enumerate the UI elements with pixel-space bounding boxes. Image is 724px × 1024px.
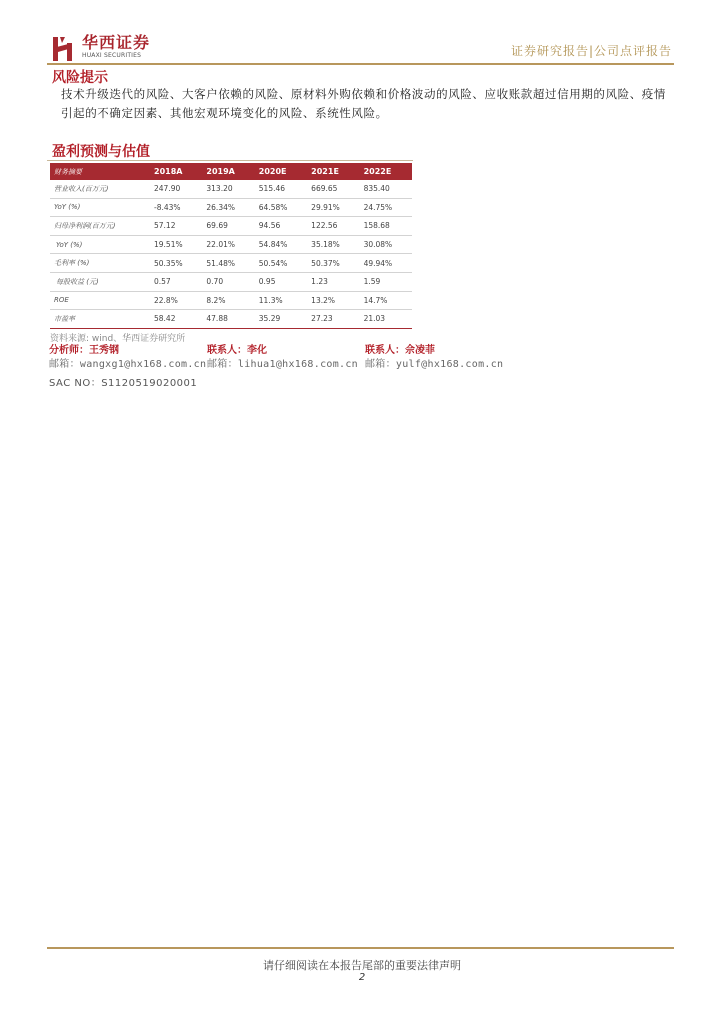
logo-text [82,34,150,60]
table-cell: 158.68 [360,217,412,236]
table-cell: 11.3% [255,291,307,310]
table-cell: 35.18% [307,235,359,254]
row-label: YoY (%) [50,198,150,217]
table-cell: 22.01% [202,235,254,254]
risk-text: 技术升级迭代的风险、大客户依赖的风险、原材料外购依赖和价格波动的风险、应收账款超过信用期的风险、疫情引起的不确定因素、其他宏观环境变化的风险、系统性风险。 [61,87,666,120]
logo-cn: 华西证券 [82,33,151,52]
row-label: YoY (%) [50,235,150,254]
table-cell: 26.34% [202,198,254,217]
table-cell: 54.84% [255,235,307,254]
table-cell: 21.03 [360,310,412,329]
table-header-cell: 2022E [360,163,412,180]
table-header-cell: 财务摘要 [50,163,150,180]
table-row [50,235,412,254]
contact-email[interactable]: 邮箱：wangxg1@hx168.com.cn [49,359,207,370]
table-cell: 0.95 [255,272,307,291]
table-cell: 64.58% [255,198,307,217]
table-cell: 0.57 [150,272,202,291]
contact-analyst [49,344,206,372]
table-cell: 29.91% [307,198,359,217]
table-row [50,291,412,310]
table-cell: 94.56 [255,217,307,236]
row-label: ROE [50,291,150,310]
table-cell: 69.69 [202,217,254,236]
table-row [50,254,412,273]
table-row [50,272,412,291]
profit-title: 盈利预测与估值 [52,144,150,160]
table-cell: 0.70 [202,272,254,291]
table-cell: 515.46 [255,180,307,198]
table-row [50,217,412,236]
table-cell: 58.42 [150,310,202,329]
page-number: 2 [358,972,366,983]
contact-liaison-2 [365,344,503,372]
financial-summary-table [50,163,412,329]
table-cell: 8.2% [202,291,254,310]
table-cell: 835.40 [360,180,412,198]
table-cell: 247.90 [150,180,202,198]
table-cell: 13.2% [307,291,359,310]
table-cell: 669.65 [307,180,359,198]
table-header-cell: 2020E [255,163,307,180]
table-cell: 14.7% [360,291,412,310]
table-cell: 50.35% [150,254,202,273]
row-label: 营业收入(百万元) [50,180,150,198]
profit-title-rule [47,160,413,161]
contact-name: 联系人：佘凌菲 [365,345,435,356]
huaxi-logo-icon [51,34,75,62]
table-cell: 50.54% [255,254,307,273]
contact-email[interactable]: 邮箱：yulf@hx168.com.cn [365,359,504,370]
table-header-cell: 2021E [307,163,359,180]
row-label: 毛利率 (%) [50,254,150,273]
table-cell: 122.56 [307,217,359,236]
data-source: 资料来源: wind、华西证券研究所 [50,334,186,344]
sac-number: SAC NO：S1120519020001 [49,378,198,389]
table-cell: 24.75% [360,198,412,217]
report-type: 证券研究报告|公司点评报告 [510,44,672,58]
table-cell: 50.37% [307,254,359,273]
table-cell: 27.23 [307,310,359,329]
table-cell: 51.48% [202,254,254,273]
table-cell: 22.8% [150,291,202,310]
header-divider [47,63,674,65]
table-header-cell: 2018A [150,163,202,180]
table-cell: 313.20 [202,180,254,198]
table-cell: 35.29 [255,310,307,329]
table-cell: 49.94% [360,254,412,273]
risk-title: 风险提示 [52,70,108,86]
row-label: 每股收益 (元) [50,272,150,291]
page-header [47,30,674,64]
row-label: 归母净利润(百万元) [50,217,150,236]
table-row [50,198,412,217]
row-label: 市盈率 [50,310,150,329]
table-cell: 1.23 [307,272,359,291]
table-cell: 47.88 [202,310,254,329]
contact-email[interactable]: 邮箱：lihua1@hx168.com.cn [207,359,358,370]
contact-liaison-1 [207,344,358,372]
table-cell: -8.43% [150,198,202,217]
legal-notice: 请仔细阅读在本报告尾部的重要法律声明 [263,959,461,972]
table-header-row [50,163,412,180]
table-row [50,180,412,198]
table-cell: 1.59 [360,272,412,291]
footer-divider [47,947,674,949]
table-cell: 57.12 [150,217,202,236]
table-header-cell: 2019A [202,163,254,180]
logo-en: HUAXI SECURITIES [82,52,142,59]
contact-name: 联系人：李化 [207,345,267,356]
table-row [50,310,412,329]
table-cell: 19.51% [150,235,202,254]
contact-name: 分析师：王秀钢 [49,345,119,356]
table-cell: 30.08% [360,235,412,254]
